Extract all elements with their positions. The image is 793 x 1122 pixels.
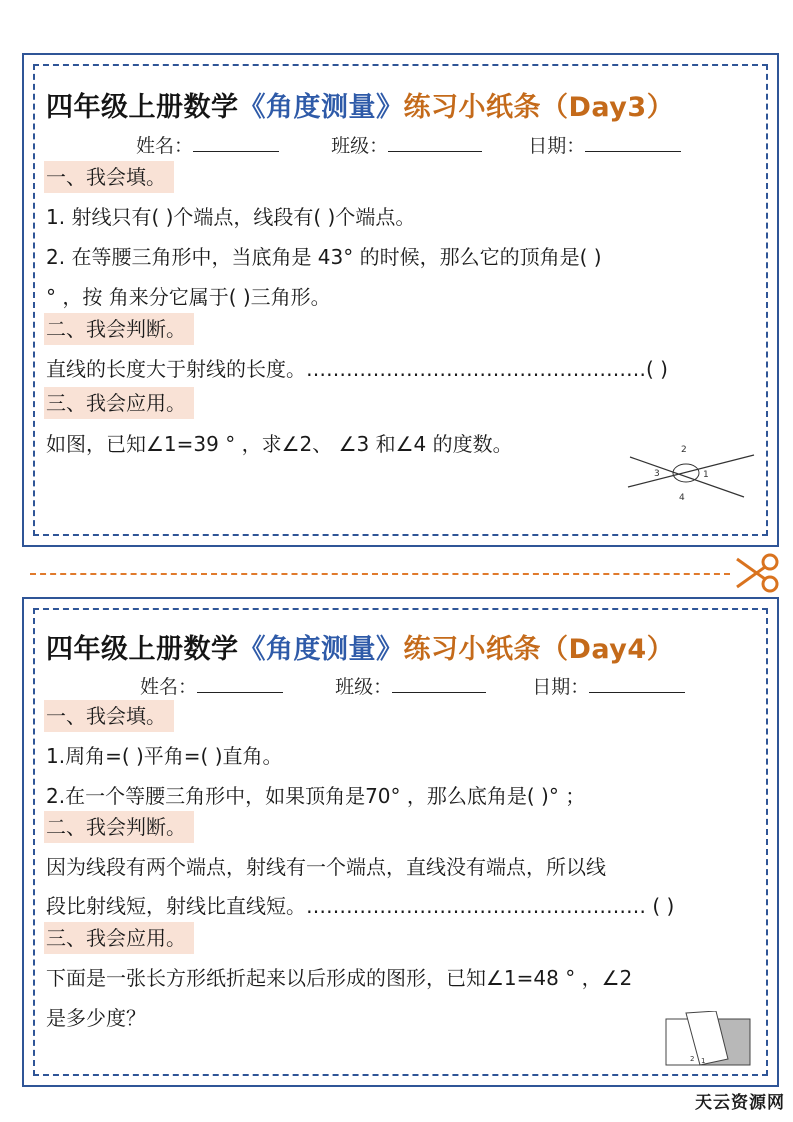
class-field[interactable]	[388, 133, 482, 152]
card-title	[46, 627, 674, 666]
class-label: 班级：	[335, 676, 393, 698]
cut-line	[30, 573, 730, 575]
card-title	[46, 85, 674, 124]
apply-question: 如图，已知∠1=39 ° ，求∠2、 ∠3 和∠4 的度数。	[46, 432, 513, 456]
class-label: 班级：	[331, 135, 389, 157]
name-label: 姓名：	[140, 676, 198, 698]
title-subject: 四年级上册数学	[46, 92, 239, 123]
section-apply: 三、我会应用。	[44, 922, 194, 954]
date-label: 日期：	[532, 676, 590, 698]
title-subject: 四年级上册数学	[46, 634, 239, 665]
date-field[interactable]	[585, 133, 681, 152]
angle-label-3: 3	[654, 469, 660, 479]
info-row	[140, 672, 685, 699]
class-field[interactable]	[392, 674, 486, 693]
info-row	[136, 131, 681, 158]
section-judge: 二、我会判断。	[44, 811, 194, 843]
angle-label-2: 2	[681, 445, 687, 455]
apply-question-line1: 下面是一张长方形纸折起来以后形成的图形，已知∠1=48 ° ，∠2	[46, 966, 633, 990]
name-field[interactable]	[193, 133, 279, 152]
section-apply: 三、我会应用。	[44, 387, 194, 419]
worksheet-card-day4	[22, 597, 779, 1087]
name-label: 姓名：	[136, 135, 194, 157]
angle-label-1: 1	[703, 470, 709, 480]
judge-statement-line1: 因为线段有两个端点，射线有一个端点，直线没有端点，所以线	[46, 855, 606, 879]
angle-label-2: 2	[690, 1055, 695, 1063]
angle-label-4: 4	[679, 493, 685, 503]
date-field[interactable]	[589, 674, 685, 693]
judge-statement: 直线的长度大于射线的长度。……………………………………………( )	[46, 357, 668, 381]
watermark-text: 天云资源网	[695, 1093, 785, 1113]
apply-question-line2: 是多少度？	[46, 1006, 146, 1030]
title-day: 练习小纸条（Day3）	[403, 92, 675, 123]
title-topic: 《角度测量》	[238, 634, 404, 665]
section-fill-in: 一、我会填。	[44, 161, 174, 193]
question-2: 2.在一个等腰三角形中，如果顶角是70° ，那么底角是( )° ；	[46, 784, 586, 808]
title-topic: 《角度测量》	[238, 92, 404, 123]
name-field[interactable]	[197, 674, 283, 693]
question-2-line2: ° ，按 角来分它属于( )三角形。	[46, 285, 331, 309]
worksheet-card-day3	[22, 53, 779, 547]
question-1: 1.周角=( )平角=( )直角。	[46, 744, 283, 768]
angle-label-1: 1	[701, 1057, 706, 1065]
title-day: 练习小纸条（Day4）	[403, 634, 675, 665]
folded-paper-figure	[664, 1011, 754, 1069]
question-1: 1. 射线只有( )个端点，线段有( )个端点。	[46, 205, 416, 229]
section-judge: 二、我会判断。	[44, 313, 194, 345]
judge-statement-line2: 段比射线短，射线比直线短。…………………………………………… ( )	[46, 894, 675, 918]
section-fill-in: 一、我会填。	[44, 700, 174, 732]
question-2-line1: 2. 在等腰三角形中，当底角是 43° 的时候，那么它的顶角是( )	[46, 245, 602, 269]
date-label: 日期：	[528, 135, 586, 157]
intersecting-lines-figure	[626, 439, 758, 505]
scissors-icon	[733, 553, 781, 593]
